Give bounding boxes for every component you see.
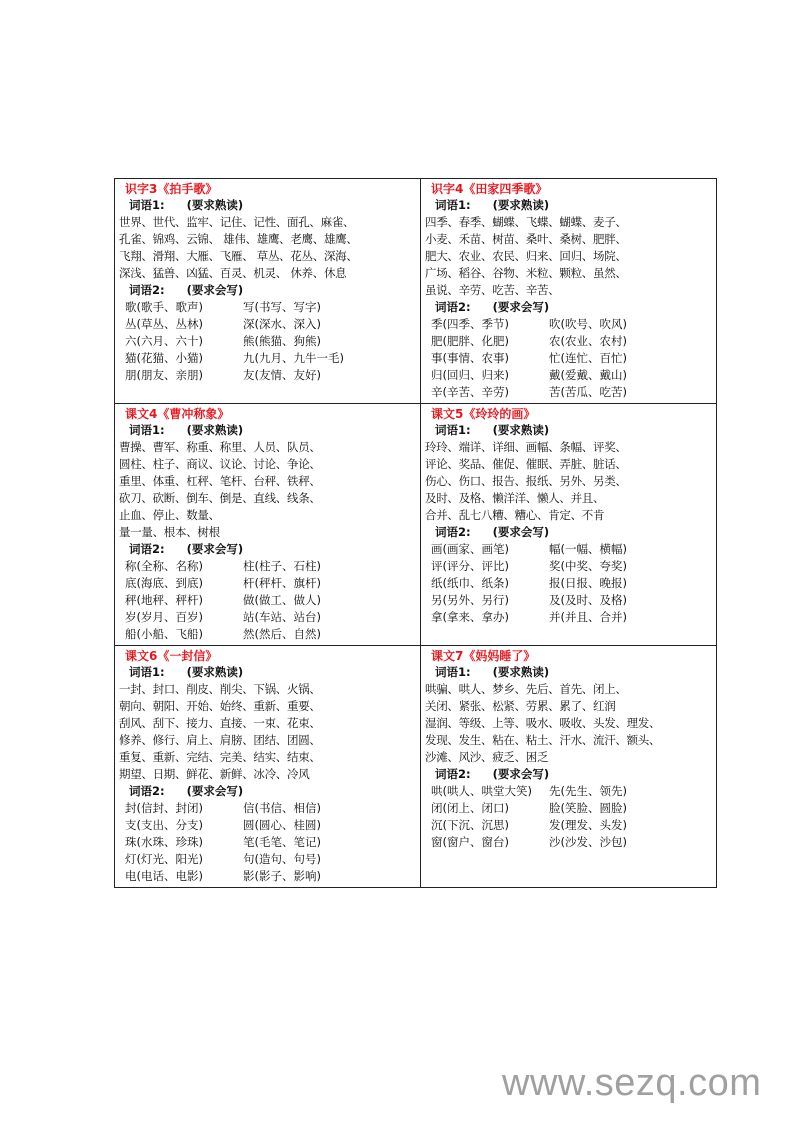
group1-note: (要求熟读) xyxy=(492,665,550,679)
group2-note: (要求会写) xyxy=(492,300,550,314)
character-entry: 信(书信、相信) xyxy=(243,801,321,815)
group1-note: (要求熟读) xyxy=(186,423,244,437)
word-list xyxy=(425,439,712,524)
character-entry: 吹(吹号、吹风) xyxy=(549,317,627,331)
group1-label xyxy=(125,422,416,439)
word-line: 重复、重新、完结、完美、结实、结束、 xyxy=(119,750,321,764)
word-line: 飞翔、滑翔、大雁、飞雁、 草丛、花丛、深海、 xyxy=(119,249,358,263)
character-pairs xyxy=(125,299,416,384)
group2-label xyxy=(125,282,416,299)
lesson-title: 识字4《田家四季歌》 xyxy=(431,182,548,196)
character-entry: 笔(毛笔、笔记) xyxy=(243,835,321,849)
character-entry: 及(及时、及格) xyxy=(549,593,627,607)
table-row xyxy=(115,179,717,404)
lesson-title: 课文5《玲玲的画》 xyxy=(431,407,536,421)
character-entry: 深(深水、深入) xyxy=(243,317,321,331)
word-line: 评论、奖品、催促、催眠、弄脏、脏话、 xyxy=(425,457,627,471)
group1-label xyxy=(431,422,712,439)
character-entry: 句(造句、句号) xyxy=(243,852,321,866)
character-entry: 苦(苦瓜、吃苦) xyxy=(549,385,627,399)
word-line: 广场、稻谷、谷物、米粒、颗粒、虽然、 xyxy=(425,266,627,280)
character-entry: 忙(连忙、百忙) xyxy=(549,351,627,365)
character-entry: 船(小船、飞船) xyxy=(125,627,203,641)
character-entry: 纸(纸巾、纸条) xyxy=(431,576,509,590)
group2-note: (要求会写) xyxy=(186,784,244,798)
group1-note: (要求熟读) xyxy=(186,198,244,212)
character-entry: 站(车站、站台) xyxy=(243,610,321,624)
lesson-cell xyxy=(115,404,421,646)
character-entry: 窗(窗户、窗台) xyxy=(431,835,509,849)
character-pairs xyxy=(431,316,712,401)
word-line: 止血、停止、数量、 xyxy=(119,508,220,522)
word-line: 哄骗、哄人、梦乡、先后、首先、闭上、 xyxy=(425,682,627,696)
character-entry: 猫(花猫、小猫) xyxy=(125,351,203,365)
character-entry: 珠(水珠、珍珠) xyxy=(125,835,203,849)
word-line: 孔雀、锦鸡、云锦、 雄伟、雄鹰、老鹰、雄鹰、 xyxy=(119,232,358,246)
character-entry: 写(书写、写字) xyxy=(243,300,321,314)
character-entry: 农(农业、农村) xyxy=(549,334,627,348)
word-line: 发现、发生、粘在、粘土、汗水、流汗、额头、 xyxy=(425,733,661,747)
word-line: 及时、及格、懒洋洋、懒人、并且、 xyxy=(425,491,605,505)
lesson-title: 课文4《曹冲称象》 xyxy=(125,407,230,421)
group2-label xyxy=(431,766,712,783)
character-entry: 闭(闭上、闭口) xyxy=(431,801,509,815)
group1-label-text: 词语1: xyxy=(435,665,471,679)
group2-label-text: 词语2: xyxy=(129,784,165,798)
word-line: 修养、修行、肩上、肩膀、团结、团圆、 xyxy=(119,733,321,747)
word-line: 刮风、刮下、接力、直接、一束、花束、 xyxy=(119,716,321,730)
character-entry: 先(先生、领先) xyxy=(549,784,627,798)
character-entry: 另(另外、另行) xyxy=(431,593,509,607)
word-list xyxy=(425,681,712,766)
character-entry: 报(日报、晚报) xyxy=(549,576,627,590)
group1-label-text: 词语1: xyxy=(129,423,165,437)
character-entry: 发(理发、头发) xyxy=(549,818,627,832)
word-line: 一封、封口、削皮、削尖、下锅、火锅、 xyxy=(119,682,321,696)
character-entry: 底(海底、到底) xyxy=(125,576,203,590)
word-line: 肥大、农业、农民、归来、回归、场院、 xyxy=(425,249,627,263)
lesson-title: 课文6《一封信》 xyxy=(125,649,218,663)
group1-note: (要求熟读) xyxy=(492,198,550,212)
lesson-cell xyxy=(115,646,421,888)
table-row xyxy=(115,404,717,646)
character-entry: 熊(熊猫、狗熊) xyxy=(243,334,321,348)
character-entry: 并(并且、合并) xyxy=(549,610,627,624)
word-line: 玲玲、端详、详细、画幅、条幅、评奖、 xyxy=(425,440,627,454)
character-entry: 沙(沙发、沙包) xyxy=(549,835,627,849)
word-line: 伤心、伤口、报告、报纸、另外、另类、 xyxy=(425,474,627,488)
character-entry: 灯(灯光、阳光) xyxy=(125,852,203,866)
lesson-title: 识字3《拍手歌》 xyxy=(125,182,218,196)
character-entry: 朋(朋友、亲朋) xyxy=(125,368,203,382)
character-pairs xyxy=(431,783,712,851)
character-entry: 做(做工、做人) xyxy=(243,593,321,607)
character-entry: 幅(一幅、横幅) xyxy=(549,542,627,556)
lesson-title: 课文7《妈妈睡了》 xyxy=(431,649,536,663)
group1-label-text: 词语1: xyxy=(435,198,471,212)
character-pairs xyxy=(125,800,416,885)
word-list xyxy=(119,439,416,541)
group2-label xyxy=(125,541,416,558)
word-line: 小麦、禾苗、树苗、桑叶、桑树、肥胖、 xyxy=(425,232,627,246)
character-entry: 歌(歌手、歌声) xyxy=(125,300,203,314)
word-line: 湿润、等级、上等、吸水、吸收、头发、理发、 xyxy=(425,716,661,730)
character-pairs xyxy=(431,541,712,626)
group1-label xyxy=(125,664,416,681)
word-line: 合并、乱七八糟、糟心、肯定、不肯 xyxy=(425,508,605,522)
character-entry: 封(信封、封闭) xyxy=(125,801,203,815)
character-entry: 辛(辛苦、辛劳) xyxy=(431,385,509,399)
character-entry: 友(友情、友好) xyxy=(243,368,321,382)
character-entry: 六(六月、六十) xyxy=(125,334,203,348)
word-line: 虽说、辛劳、吃苦、辛苦、 xyxy=(425,283,560,297)
group2-note: (要求会写) xyxy=(186,283,244,297)
group1-label xyxy=(431,197,712,214)
character-entry: 称(全称、名称) xyxy=(125,559,203,573)
character-pairs xyxy=(125,558,416,643)
character-entry: 圆(圆心、桂圆) xyxy=(243,818,321,832)
vocabulary-table xyxy=(114,178,717,888)
character-entry: 脸(笑脸、圆脸) xyxy=(549,801,627,815)
word-list xyxy=(119,681,416,783)
character-entry: 沉(下沉、沉思) xyxy=(431,818,509,832)
character-entry: 岁(岁月、百岁) xyxy=(125,610,203,624)
group1-label-text: 词语1: xyxy=(435,423,471,437)
character-entry: 影(影子、影响) xyxy=(243,869,321,883)
character-entry: 秤(地秤、秤杆) xyxy=(125,593,203,607)
group2-label-text: 词语2: xyxy=(129,283,165,297)
group2-note: (要求会写) xyxy=(492,525,550,539)
word-line: 重里、体重、杠秤、笔杆、台秤、铁秤、 xyxy=(119,474,321,488)
lesson-cell xyxy=(421,404,717,646)
group2-label xyxy=(431,524,712,541)
group2-label xyxy=(125,783,416,800)
character-entry: 哄(哄人、哄堂大笑) xyxy=(431,784,532,798)
character-entry: 柱(柱子、石柱) xyxy=(243,559,321,573)
character-entry: 支(支出、分支) xyxy=(125,818,203,832)
word-list xyxy=(119,214,416,282)
word-line: 沙滩、风沙、疲乏、困乏 xyxy=(425,750,549,764)
character-entry: 肥(肥胖、化肥) xyxy=(431,334,509,348)
group2-note: (要求会写) xyxy=(492,767,550,781)
group2-label xyxy=(431,299,712,316)
group1-label-text: 词语1: xyxy=(129,665,165,679)
character-entry: 丛(草丛、丛林) xyxy=(125,317,203,331)
group1-label xyxy=(431,664,712,681)
lesson-cell xyxy=(115,179,421,404)
group2-note: (要求会写) xyxy=(186,542,244,556)
word-line: 量一量、根本、树根 xyxy=(119,525,220,539)
lesson-cell xyxy=(421,179,717,404)
group1-label-text: 词语1: xyxy=(129,198,165,212)
character-entry: 奖(中奖、夸奖) xyxy=(549,559,627,573)
character-entry: 拿(拿来、拿办) xyxy=(431,610,509,624)
character-entry: 杆(秤杆、旗杆) xyxy=(243,576,321,590)
word-line: 砍刀、砍断、倒车、倒是、直线、线条、 xyxy=(119,491,321,505)
group2-label-text: 词语2: xyxy=(435,300,471,314)
word-line: 关闭、紧张、松紧、劳累、累了、红润 xyxy=(425,699,616,713)
site-watermark: www.sezq.com xyxy=(502,1062,762,1104)
group2-label-text: 词语2: xyxy=(435,767,471,781)
word-line: 朝向、朝阳、开始、始终、重新、重要、 xyxy=(119,699,321,713)
word-line: 四季、春季、蝴蝶、飞蝶、蝴蝶、麦子、 xyxy=(425,215,627,229)
character-entry: 归(回归、归来) xyxy=(431,368,509,382)
word-line: 曹操、曹军、称重、称里、人员、队员、 xyxy=(119,440,321,454)
character-entry: 事(事情、农事) xyxy=(431,351,509,365)
group1-note: (要求熟读) xyxy=(492,423,550,437)
word-line: 圆柱、柱子、商议、议论、讨论、争论、 xyxy=(119,457,321,471)
group1-label xyxy=(125,197,416,214)
group2-label-text: 词语2: xyxy=(435,525,471,539)
word-line: 期望、日期、鲜花、新鲜、冰冷、冷风 xyxy=(119,767,310,781)
character-entry: 评(评分、评比) xyxy=(431,559,509,573)
table-row xyxy=(115,646,717,888)
character-entry: 画(画家、画笔) xyxy=(431,542,509,556)
word-list xyxy=(425,214,712,299)
group1-note: (要求熟读) xyxy=(186,665,244,679)
word-line: 世界、世代、监牢、记住、记性、面孔、麻雀、 xyxy=(119,215,355,229)
character-entry: 电(电话、电影) xyxy=(125,869,203,883)
group2-label-text: 词语2: xyxy=(129,542,165,556)
word-line: 深浅、猛兽、凶猛、百灵、机灵、 休养、休息 xyxy=(119,266,347,280)
character-entry: 戴(爱戴、戴山) xyxy=(549,368,627,382)
character-entry: 九(九月、九牛一毛) xyxy=(243,351,344,365)
character-entry: 然(然后、自然) xyxy=(243,627,321,641)
lesson-cell xyxy=(421,646,717,888)
character-entry: 季(四季、季节) xyxy=(431,317,509,331)
